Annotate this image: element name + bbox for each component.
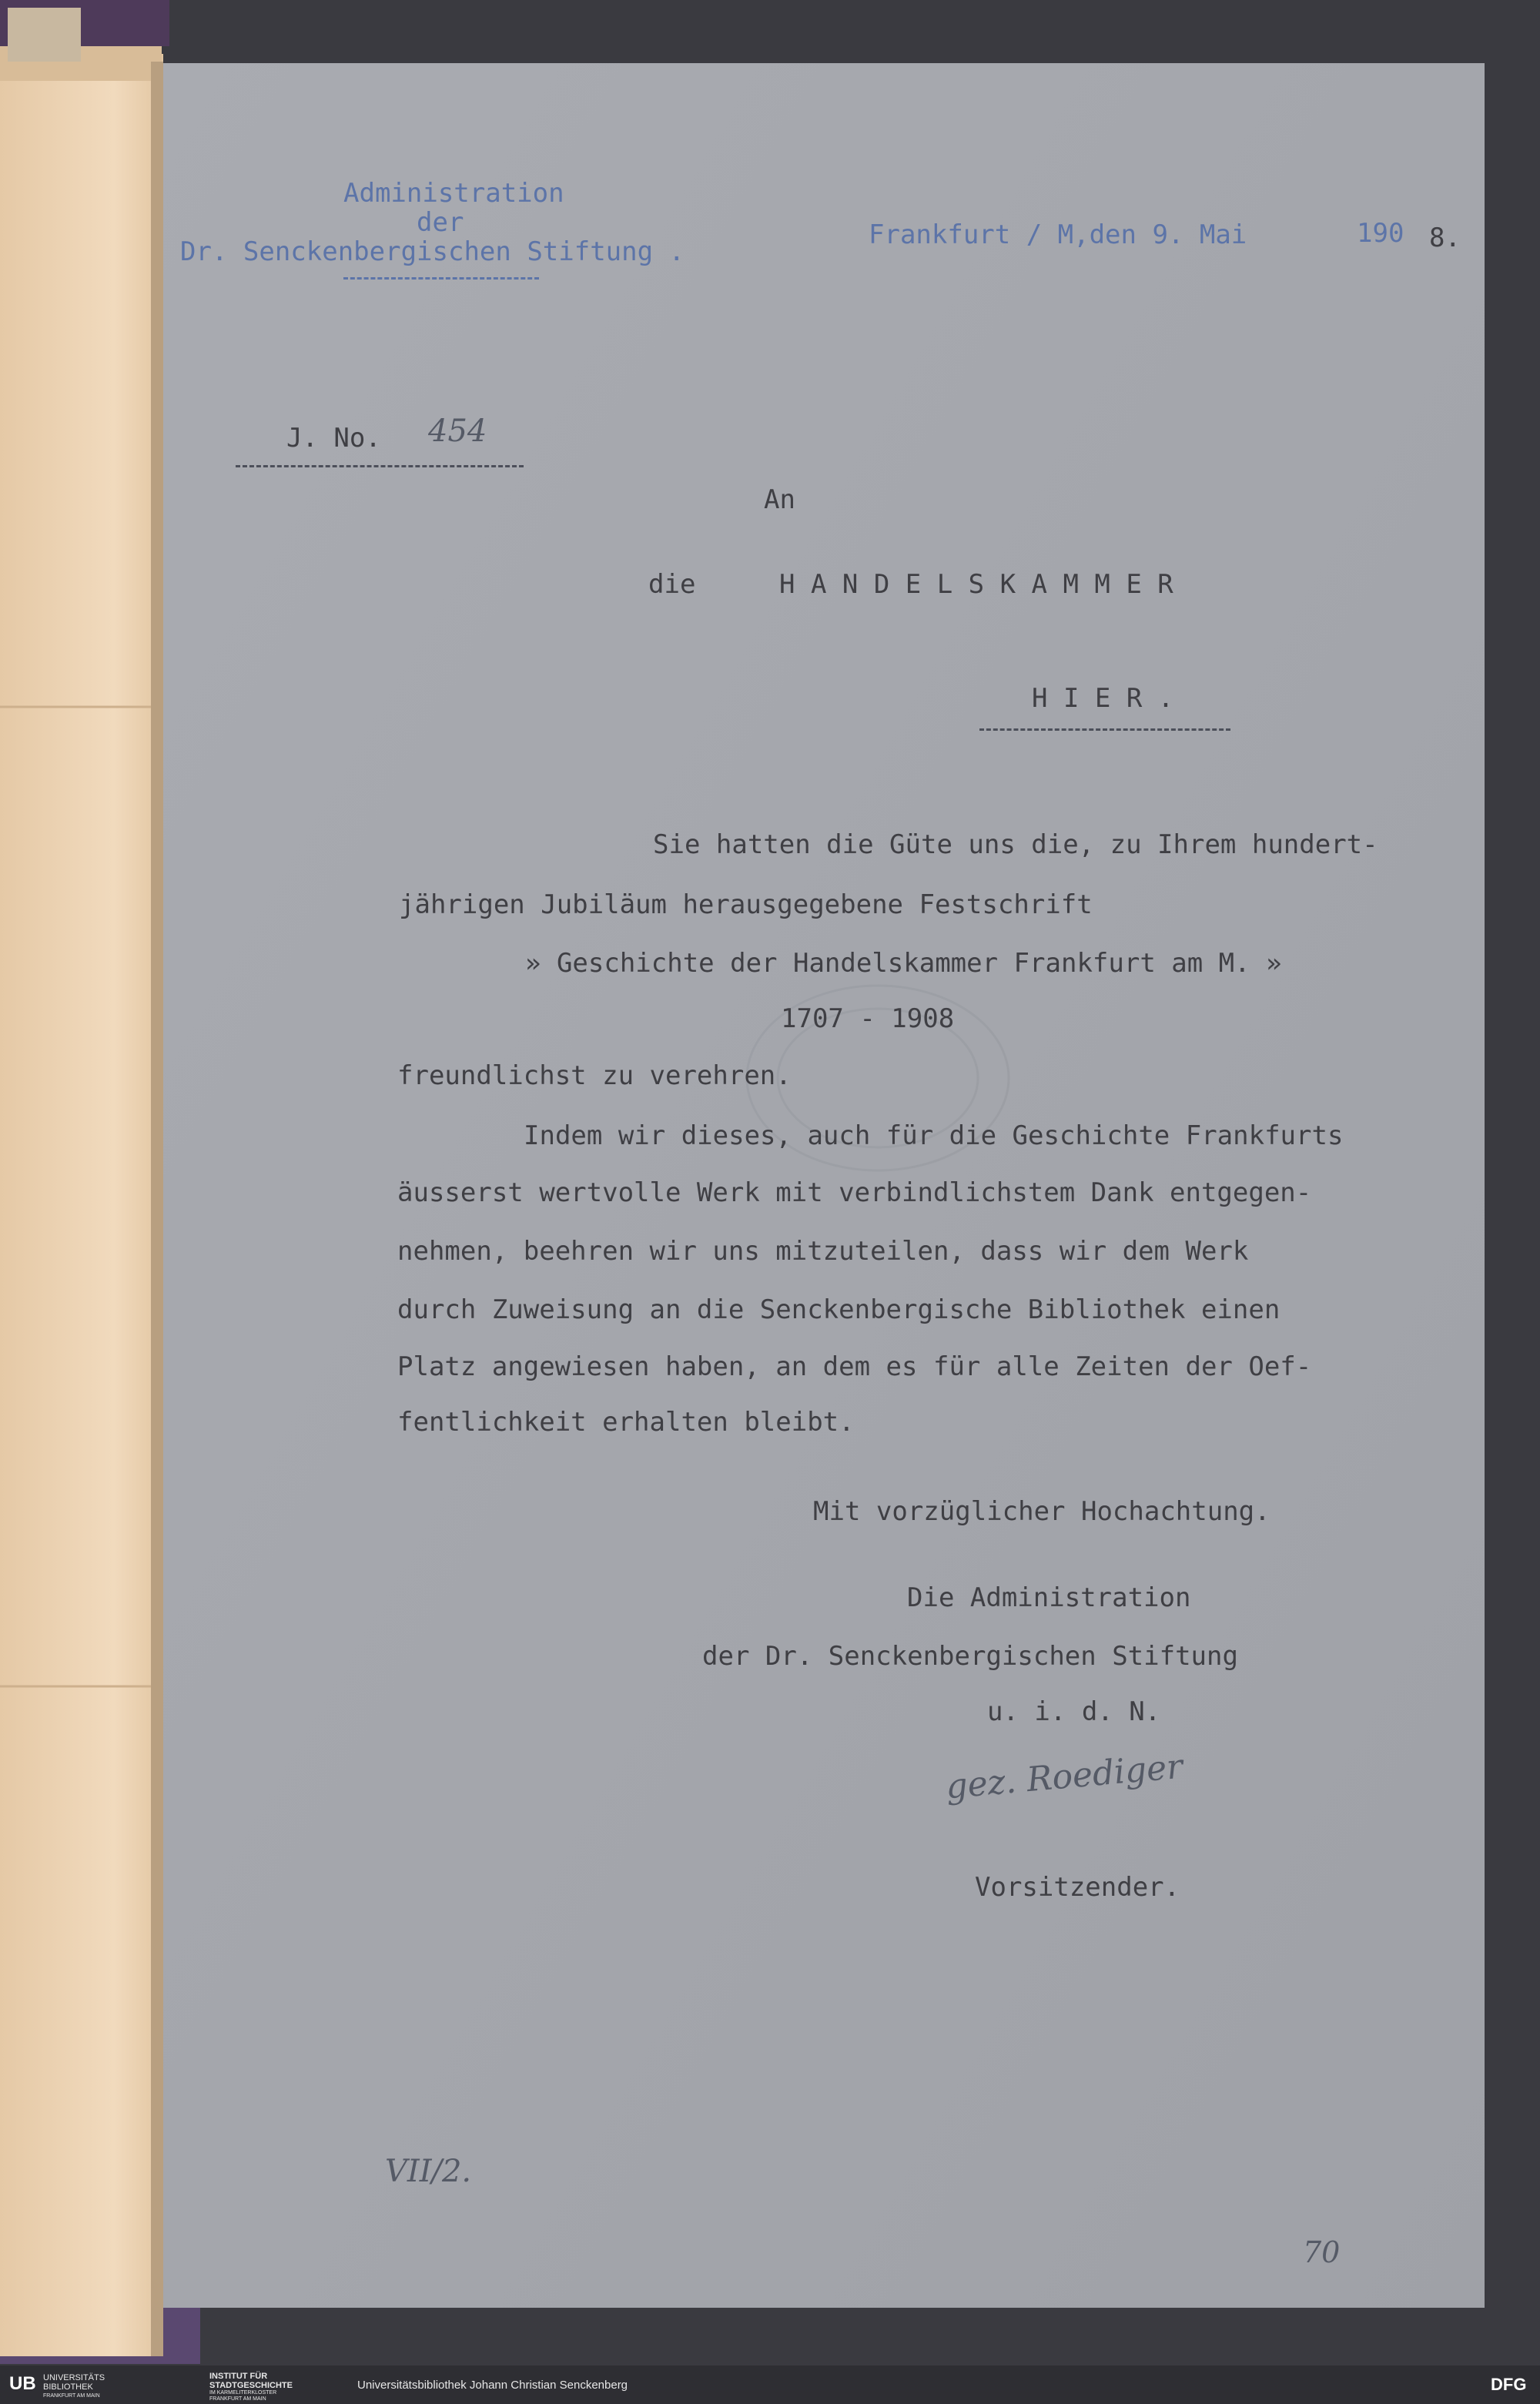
body-line: 1707 - 1908 xyxy=(781,1003,955,1034)
letterhead-line-2: der xyxy=(417,207,464,238)
recipient-underline xyxy=(979,728,1230,731)
closing-title: Vorsitzender. xyxy=(975,1872,1180,1903)
letterhead-line-3: Dr. Senckenbergischen Stiftung . xyxy=(180,236,685,267)
body-line: Sie hatten die Güte uns die, zu Ihrem hundert- xyxy=(653,829,1378,860)
year-suffix: 8. xyxy=(1429,223,1461,253)
body-line: durch Zuweisung an die Senckenbergische Bibliothek einen xyxy=(397,1294,1281,1325)
year-prefix: 190 xyxy=(1357,218,1404,249)
closing-org-line-1: Die Administration xyxy=(907,1582,1191,1613)
ub-subtext: FRANKFURT AM MAIN xyxy=(43,2393,100,2399)
journal-number: 454 xyxy=(428,414,487,449)
dfg-logo: DFG xyxy=(1491,2375,1527,2394)
isg-text: INSTITUT FÜR STADTGESCHICHTE xyxy=(209,2372,293,2391)
ub-text: UNIVERSITÄTS BIBLIOTHEK xyxy=(43,2373,105,2392)
ub-logo: UB xyxy=(9,2373,36,2394)
closing-abbreviation: u. i. d. N. xyxy=(987,1696,1161,1727)
closing-greeting: Mit vorzüglicher Hochachtung. xyxy=(813,1496,1270,1527)
shelf-mark: VII/2. xyxy=(385,2154,472,2189)
body-line: Indem wir dieses, auch für die Geschichte Frankfurts xyxy=(524,1120,1344,1151)
handwritten-signature: gez. Roediger xyxy=(944,1746,1185,1807)
body-line: nehmen, beehren wir uns mitzuteilen, dass wir dem Werk xyxy=(397,1236,1249,1267)
credit-text: Universitätsbibliothek Johann Christian Senckenberg xyxy=(357,2379,628,2392)
body-line: fentlichkeit erhalten bleibt. xyxy=(397,1407,855,1438)
isg-subtext: IM KARMELITERKLOSTER FRANKFURT AM MAIN xyxy=(209,2390,277,2402)
recipient-an: An xyxy=(764,484,795,515)
letterhead-underline xyxy=(343,277,539,280)
body-line: » Geschichte der Handelskammer Frankfurt am M. » xyxy=(525,948,1282,979)
closing-org-line-2: der Dr. Senckenbergischen Stiftung xyxy=(702,1641,1238,1672)
letterhead-line-1: Administration xyxy=(343,178,564,209)
footer xyxy=(0,2365,1540,2404)
body-line: jährigen Jubiläum herausgegebene Festschrift xyxy=(399,889,1093,920)
body-line: freundlichst zu verehren. xyxy=(397,1060,792,1091)
body-line: Platz angewiesen haben, an dem es für alle Zeiten der Oef- xyxy=(397,1351,1312,1382)
recipient-place: H I E R . xyxy=(1032,683,1174,714)
recipient-die: die xyxy=(648,569,696,600)
journal-label: J. No. xyxy=(286,423,381,454)
journal-underline xyxy=(236,465,524,467)
place-date: Frankfurt / M,den 9. Mai xyxy=(869,219,1247,250)
folio-number: 70 xyxy=(1303,2235,1341,2269)
body-line: äusserst wertvolle Werk mit verbindlichstem Dank entgegen- xyxy=(397,1177,1312,1208)
recipient-name: H A N D E L S K A M M E R xyxy=(779,569,1173,600)
